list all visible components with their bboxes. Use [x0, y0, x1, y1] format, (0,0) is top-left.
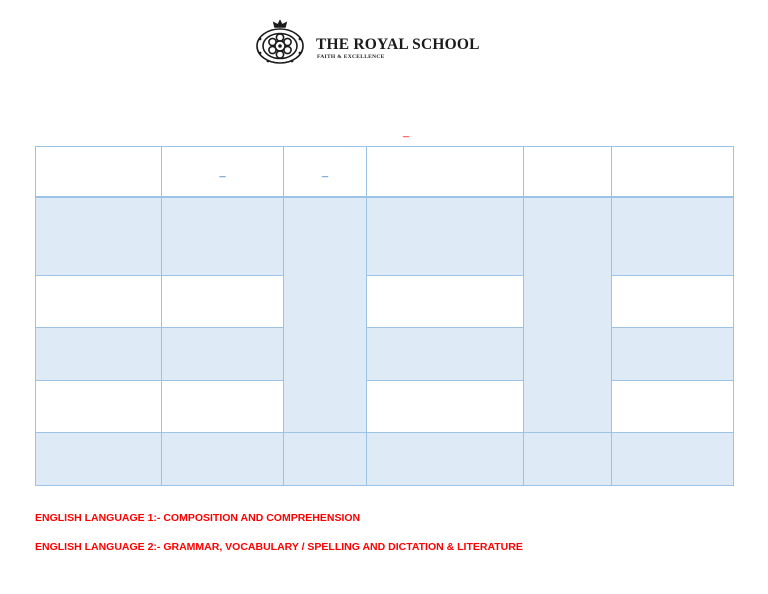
table-cell	[36, 380, 162, 433]
table-cell	[612, 380, 734, 433]
table-cell	[612, 328, 734, 381]
table-cell	[162, 328, 284, 381]
table-cell	[612, 197, 734, 276]
table-header-row	[36, 147, 734, 197]
header-cell	[367, 147, 524, 197]
table-cell	[284, 433, 367, 486]
school-name: THE ROYAL SCHOOL	[316, 36, 480, 53]
table-row	[36, 197, 734, 276]
header-cell	[36, 147, 162, 197]
table-cell	[162, 433, 284, 486]
table-cell	[36, 197, 162, 276]
header-cell	[612, 147, 734, 197]
timetable	[35, 146, 734, 486]
table-cell	[524, 433, 612, 486]
note-english-1: ENGLISH LANGUAGE 1:- COMPOSITION AND COMPREHENSION	[35, 512, 361, 524]
royal-crest-icon	[254, 17, 306, 67]
table-cell	[367, 328, 524, 381]
table-cell	[367, 380, 524, 433]
table-cell	[36, 275, 162, 328]
note-english-2: ENGLISH LANGUAGE 2:- GRAMMAR, VOCABULARY / SPELLING AND DICTATION & LITERATURE	[35, 541, 523, 553]
table-cell	[162, 197, 284, 276]
notes-section	[35, 511, 523, 554]
school-tagline: FAITH & EXCELLENCE	[317, 54, 385, 60]
table-cell	[162, 380, 284, 433]
table-cell	[36, 433, 162, 486]
header-cell	[524, 147, 612, 197]
table-row	[36, 433, 734, 486]
table-cell	[162, 275, 284, 328]
merged-cell	[524, 197, 612, 433]
header-cell: _	[284, 147, 367, 197]
table-cell	[612, 433, 734, 486]
merged-cell	[284, 197, 367, 433]
table-row	[36, 275, 734, 328]
table-cell	[367, 275, 524, 328]
header-cell: _	[162, 147, 284, 197]
table-row	[36, 380, 734, 433]
table-cell	[36, 328, 162, 381]
title-placeholder: _	[403, 126, 410, 138]
table-cell	[612, 275, 734, 328]
table-cell	[367, 433, 524, 486]
table-row	[36, 328, 734, 381]
school-logo	[254, 17, 514, 67]
table-cell	[367, 197, 524, 276]
